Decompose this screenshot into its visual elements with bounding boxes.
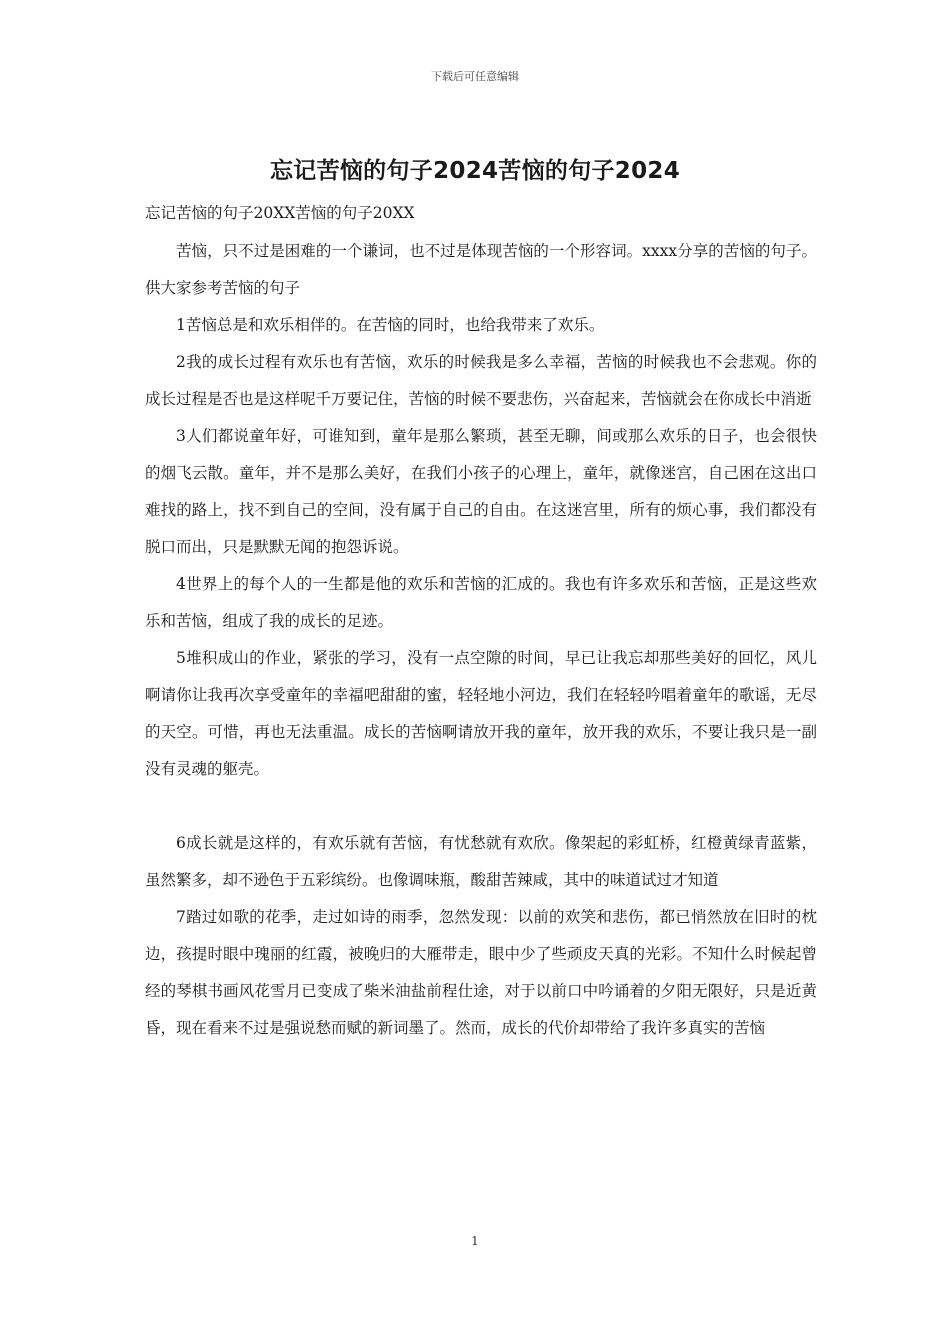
document-subtitle: 忘记苦恼的句子20XX苦恼的句子20XX	[145, 204, 415, 222]
paragraph-1: 1苦恼总是和欢乐相伴的。在苦恼的同时，也给我带来了欢乐。	[176, 316, 605, 334]
page-number: 1	[471, 1234, 479, 1248]
document-title: 忘记苦恼的句子2024苦恼的句子2024	[269, 158, 681, 184]
paragraph-3: 3人们都说童年好，可谁知到，童年是那么繁琐，甚至无聊，间或那么欢乐的日子，也会很快的烟飞云散。童年，并不是那么美好，在我们小孩子的心理上，童年，就像迷宫，自己困在这出口难找的路上，找不到自己的空间，没有属于自己的自由。在这迷宫里，所有的烦心事，我们都没有脱口而出，只是默默无闻的抱怨诉说。	[145, 427, 817, 556]
paragraph-6: 6成长就是这样的，有欢乐就有苦恼，有忧愁就有欢欣。像架起的彩虹桥，红橙黄绿青蓝紫，虽然繁多，却不逊色于五彩缤纷。也像调味瓶，酸甜苦辣咸，其中的味道试过才知道	[145, 834, 817, 889]
paragraph-5: 5堆积成山的作业，紧张的学习，没有一点空隙的时间，早已让我忘却那些美好的回忆，风儿啊请你让我再次享受童年的幸福吧甜甜的蜜，轻轻地小河边，我们在轻轻吟唱着童年的歌谣，无尽的天空。可惜，再也无法重温。成长的苦恼啊请放开我的童年，放开我的欢乐，不要让我只是一副没有灵魂的躯壳。	[145, 649, 817, 778]
paragraph-4: 4世界上的每个人的一生都是他的欢乐和苦恼的汇成的。我也有许多欢乐和苦恼，正是这些欢乐和苦恼，组成了我的成长的足迹。	[145, 575, 817, 630]
paragraph-2: 2我的成长过程有欢乐也有苦恼，欢乐的时候我是多么幸福，苦恼的时候我也不会悲观。你的成长过程是否也是这样呢千万要记住，苦恼的时候不要悲伤，兴奋起来，苦恼就会在你成长中消逝	[145, 353, 817, 408]
header-note: 下载后可任意编辑	[431, 70, 519, 83]
paragraph-intro: 苦恼，只不过是困难的一个谦词，也不过是体现苦恼的一个形容词。xxxx分享的苦恼的句子。供大家参考苦恼的句子	[145, 242, 817, 297]
paragraph-7: 7踏过如歌的花季，走过如诗的雨季，忽然发现：以前的欢笑和悲伤，都已悄然放在旧时的枕边，孩提时眼中瑰丽的红霞，被晚归的大雁带走，眼中少了些顽皮天真的光彩。不知什么时候起曾经的琴棋书画风花雪月已变成了柴米油盐前程仕途，对于以前口中吟诵着的夕阳无限好，只是近黄昏，现在看来不过是强说愁而赋的新词墨了。然而，成长的代价却带给了我许多真实的苦恼	[145, 908, 817, 1037]
document-body	[145, 200, 817, 1047]
